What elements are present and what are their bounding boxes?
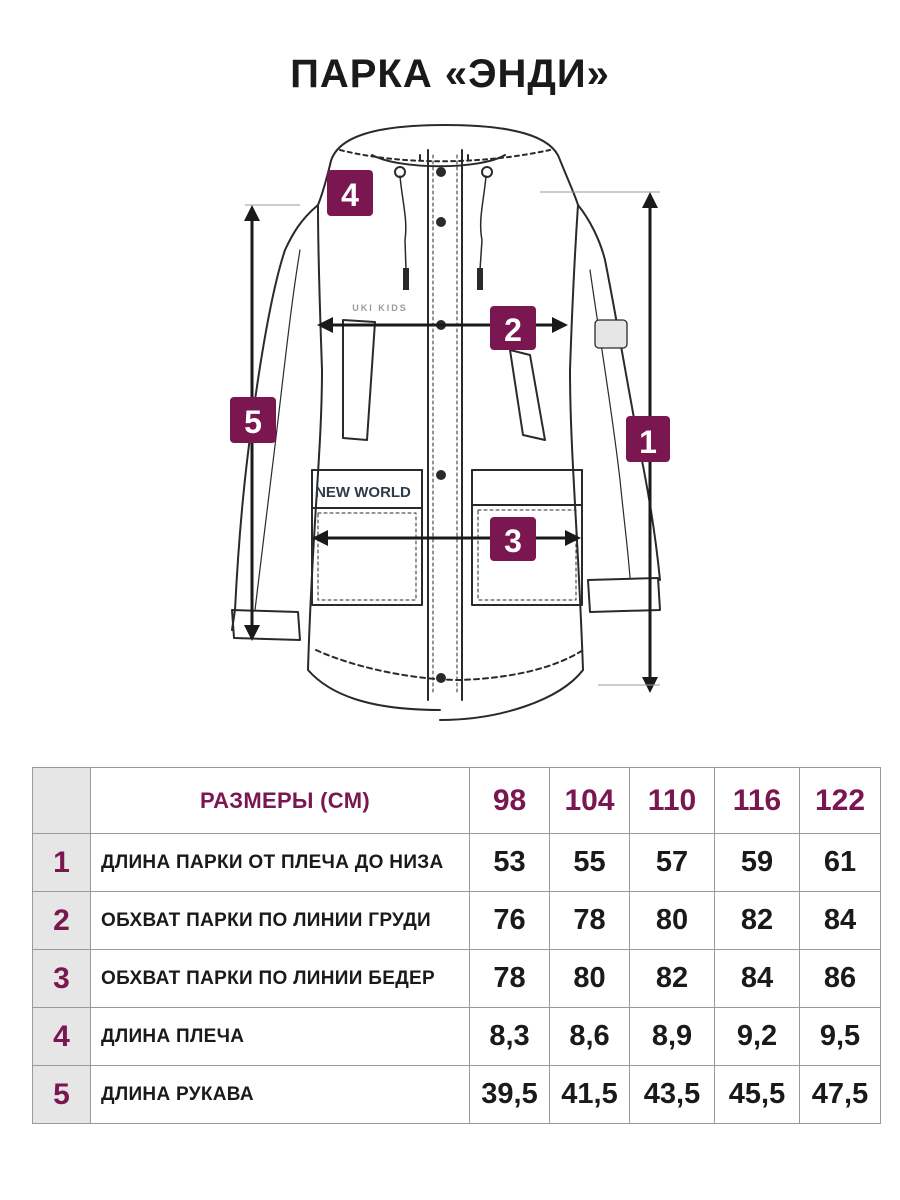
row-label: ДЛИНА ПЛЕЧА <box>91 1008 470 1066</box>
row-value: 8,3 <box>470 1008 550 1066</box>
table-row <box>33 892 881 950</box>
row-value: 82 <box>715 892 800 950</box>
table-corner-cell <box>33 768 91 834</box>
left-cuff <box>232 610 300 640</box>
parka-sketch <box>0 110 900 750</box>
marker-5 <box>230 397 276 443</box>
row-value: 53 <box>470 834 550 892</box>
row-number: 4 <box>33 1008 91 1066</box>
left-body-side <box>308 205 440 710</box>
marker-1 <box>626 416 670 462</box>
size-header: 98 <box>470 768 550 834</box>
row-value: 43,5 <box>630 1066 715 1124</box>
row-value: 76 <box>470 892 550 950</box>
marker-2 <box>490 306 536 350</box>
row-value: 80 <box>630 892 715 950</box>
row-value: 55 <box>550 834 630 892</box>
marker-3 <box>490 517 536 561</box>
left-chest-pocket <box>343 320 375 440</box>
row-value: 45,5 <box>715 1066 800 1124</box>
row-value: 57 <box>630 834 715 892</box>
row-number: 1 <box>33 834 91 892</box>
row-label: ДЛИНА РУКАВА <box>91 1066 470 1124</box>
row-value: 8,6 <box>550 1008 630 1066</box>
sizes-header-label: РАЗМЕРЫ (СМ) <box>91 768 470 834</box>
size-table-header-row <box>33 768 881 834</box>
row-value: 8,9 <box>630 1008 715 1066</box>
size-header: 116 <box>715 768 800 834</box>
row-value: 41,5 <box>550 1066 630 1124</box>
table-row <box>33 950 881 1008</box>
svg-text:5: 5 <box>244 404 262 440</box>
row-value: 39,5 <box>470 1066 550 1124</box>
svg-text:1: 1 <box>639 424 657 460</box>
parka-technical-drawing <box>0 110 900 750</box>
row-value: 84 <box>715 950 800 1008</box>
row-value: 78 <box>470 950 550 1008</box>
row-value: 86 <box>800 950 881 1008</box>
row-value: 82 <box>630 950 715 1008</box>
row-label: ДЛИНА ПАРКИ ОТ ПЛЕЧА ДО НИЗА <box>91 834 470 892</box>
marker-4 <box>327 170 373 216</box>
table-row <box>33 834 881 892</box>
row-value: 78 <box>550 892 630 950</box>
row-value: 59 <box>715 834 800 892</box>
pocket-label: NEW WORLD <box>315 484 411 501</box>
row-value: 61 <box>800 834 881 892</box>
size-header: 104 <box>550 768 630 834</box>
row-value: 47,5 <box>800 1066 881 1124</box>
svg-text:4: 4 <box>341 177 359 213</box>
row-value: 9,5 <box>800 1008 881 1066</box>
size-table <box>32 767 881 1124</box>
table-row <box>33 1066 881 1124</box>
right-chest-pocket <box>510 350 545 440</box>
row-value: 84 <box>800 892 881 950</box>
row-value: 9,2 <box>715 1008 800 1066</box>
right-sleeve-outline <box>578 205 660 580</box>
table-row <box>33 1008 881 1066</box>
row-number: 3 <box>33 950 91 1008</box>
page-title: ПАРКА «ЭНДИ» <box>290 52 610 96</box>
row-value: 80 <box>550 950 630 1008</box>
row-label: ОБХВАТ ПАРКИ ПО ЛИНИИ ГРУДИ <box>91 892 470 950</box>
row-number: 2 <box>33 892 91 950</box>
size-header: 110 <box>630 768 715 834</box>
svg-text:3: 3 <box>504 523 522 559</box>
size-header: 122 <box>800 768 881 834</box>
row-label: ОБХВАТ ПАРКИ ПО ЛИНИИ БЕДЕР <box>91 950 470 1008</box>
svg-text:2: 2 <box>504 312 522 348</box>
row-number: 5 <box>33 1066 91 1124</box>
brand-text: UKI KIDS <box>352 303 408 313</box>
